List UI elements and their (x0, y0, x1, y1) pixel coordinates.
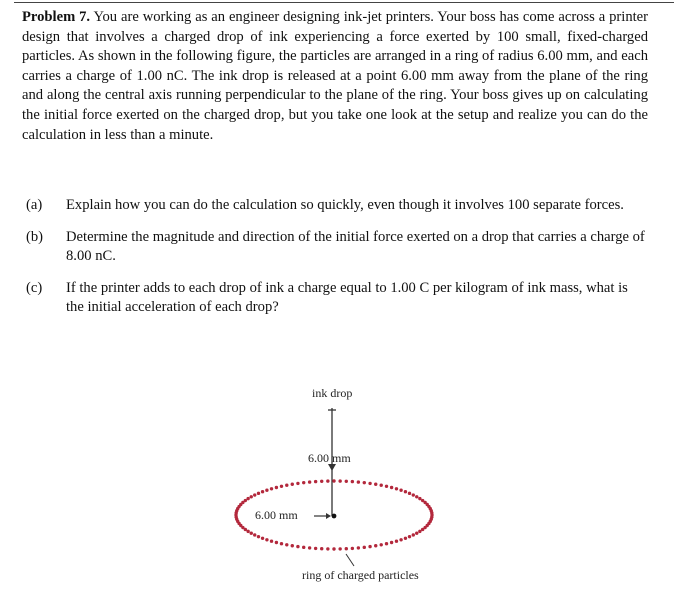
charged-particle (302, 546, 305, 549)
charged-particle (280, 542, 283, 545)
charged-particle (385, 485, 388, 488)
charged-particle (363, 481, 366, 484)
ring-figure (228, 382, 448, 592)
charged-particle (314, 480, 317, 483)
charged-particle (265, 538, 268, 541)
charged-particle (320, 547, 323, 550)
charged-particle (408, 492, 411, 495)
charged-particle (257, 535, 260, 538)
charged-particle (253, 493, 256, 496)
top-rule (14, 2, 674, 3)
charged-particle (345, 480, 348, 483)
charged-particle (415, 495, 418, 498)
part-c-tag: (c) (26, 279, 43, 296)
part-a-text: Explain how you can do the calculation so quickly, even though it involves 100 separate forces. (66, 197, 624, 213)
ink-drop-label: ink drop (312, 386, 353, 400)
charged-particle (250, 532, 253, 535)
problem-label: Problem 7. (22, 9, 91, 25)
charged-particle (275, 541, 278, 544)
charged-particle (374, 483, 377, 486)
charged-particle (291, 544, 294, 547)
charged-particle (368, 545, 371, 548)
ring-pointer (346, 554, 354, 566)
radius-label: 6.00 mm (255, 508, 298, 522)
charged-particle (270, 540, 273, 543)
problem-text: You are working as an engineer designing ink-jet printers. Your boss has come across a printer design that involves a charged drop of ink experiencing a force exerted by 100 small, fixed-charged particles. As shown in the following figure, the particles are arranged in a ring of radius 6.00 mm, and each carries a charge of 1.00 nC. The ink drop is released at a point 6.00 mm away from the plane of the ring and along the central axis running perpendicular to the plane of the ring. Your boss gives up on calculating the initial force exerted on the charged drop, but you take one look at the setup and realize you can do the calculation in less than a minute. (22, 9, 649, 143)
radius-arrow-head (326, 513, 331, 519)
ring-center-dot (332, 514, 337, 519)
charged-particle (291, 483, 294, 486)
charged-particle (296, 482, 299, 485)
charged-particle (345, 547, 348, 550)
charged-particle (395, 540, 398, 543)
charged-particle (332, 479, 335, 482)
charged-particle (296, 545, 299, 548)
charged-particle (408, 535, 411, 538)
charged-particle (380, 484, 383, 487)
charged-particle (412, 533, 415, 536)
charged-particle (357, 480, 360, 483)
charged-particle (308, 546, 311, 549)
charged-particle (270, 487, 273, 490)
charged-particle (368, 482, 371, 485)
charged-particle (351, 480, 354, 483)
charged-particle (285, 484, 288, 487)
charged-particle (285, 543, 288, 546)
charged-particle (404, 490, 407, 493)
charged-particle (314, 547, 317, 550)
charged-particle (280, 485, 283, 488)
part-a (22, 196, 648, 216)
charged-particle (399, 538, 402, 541)
charged-particle (374, 544, 377, 547)
part-c (22, 279, 648, 318)
charged-particle (363, 546, 366, 549)
charged-particle (418, 497, 421, 500)
charged-particle (261, 490, 264, 493)
charged-particle (390, 486, 393, 489)
part-b-tag: (b) (26, 228, 44, 245)
charged-particle (326, 547, 329, 550)
charged-particle (385, 542, 388, 545)
charged-particle (338, 479, 341, 482)
part-a-tag: (a) (26, 197, 43, 213)
charged-particle (357, 546, 360, 549)
charged-particle (430, 511, 433, 514)
charged-particle (253, 533, 256, 536)
charged-particle (380, 543, 383, 546)
charged-particle (326, 479, 329, 482)
charged-particle (399, 489, 402, 492)
charged-particle (246, 530, 249, 533)
charged-particle (395, 487, 398, 490)
charged-particle (351, 547, 354, 550)
part-c-text: If the printer adds to each drop of ink a charge equal to 1.00 C per kilogram of ink mass, what is the initial acceleration of each drop? (66, 279, 628, 316)
charged-particle (250, 495, 253, 498)
charged-particle (244, 499, 247, 502)
charged-particle (338, 547, 341, 550)
charged-particle (390, 541, 393, 544)
charged-particle (421, 528, 424, 531)
charged-particle (265, 489, 268, 492)
ring-diagram (228, 382, 448, 592)
charged-particle (332, 547, 335, 550)
charged-particle (404, 537, 407, 540)
problem-statement (22, 8, 648, 145)
part-b-text: Determine the magnitude and direction of the initial force exerted on a drop that carries a charge of 8.00 nC. (66, 228, 645, 265)
charged-particle (412, 493, 415, 496)
charged-particle (320, 480, 323, 483)
charged-particle (418, 530, 421, 533)
charged-particle (261, 537, 264, 540)
charged-particle (257, 492, 260, 495)
part-b (22, 228, 648, 267)
charged-particle (308, 480, 311, 483)
height-label: 6.00 mm (308, 451, 351, 465)
ring-label: ring of charged particles (302, 568, 419, 582)
charged-particle (302, 481, 305, 484)
charged-particle (275, 486, 278, 489)
charged-particle (415, 532, 418, 535)
problem-parts (22, 196, 648, 330)
charged-particle (246, 497, 249, 500)
